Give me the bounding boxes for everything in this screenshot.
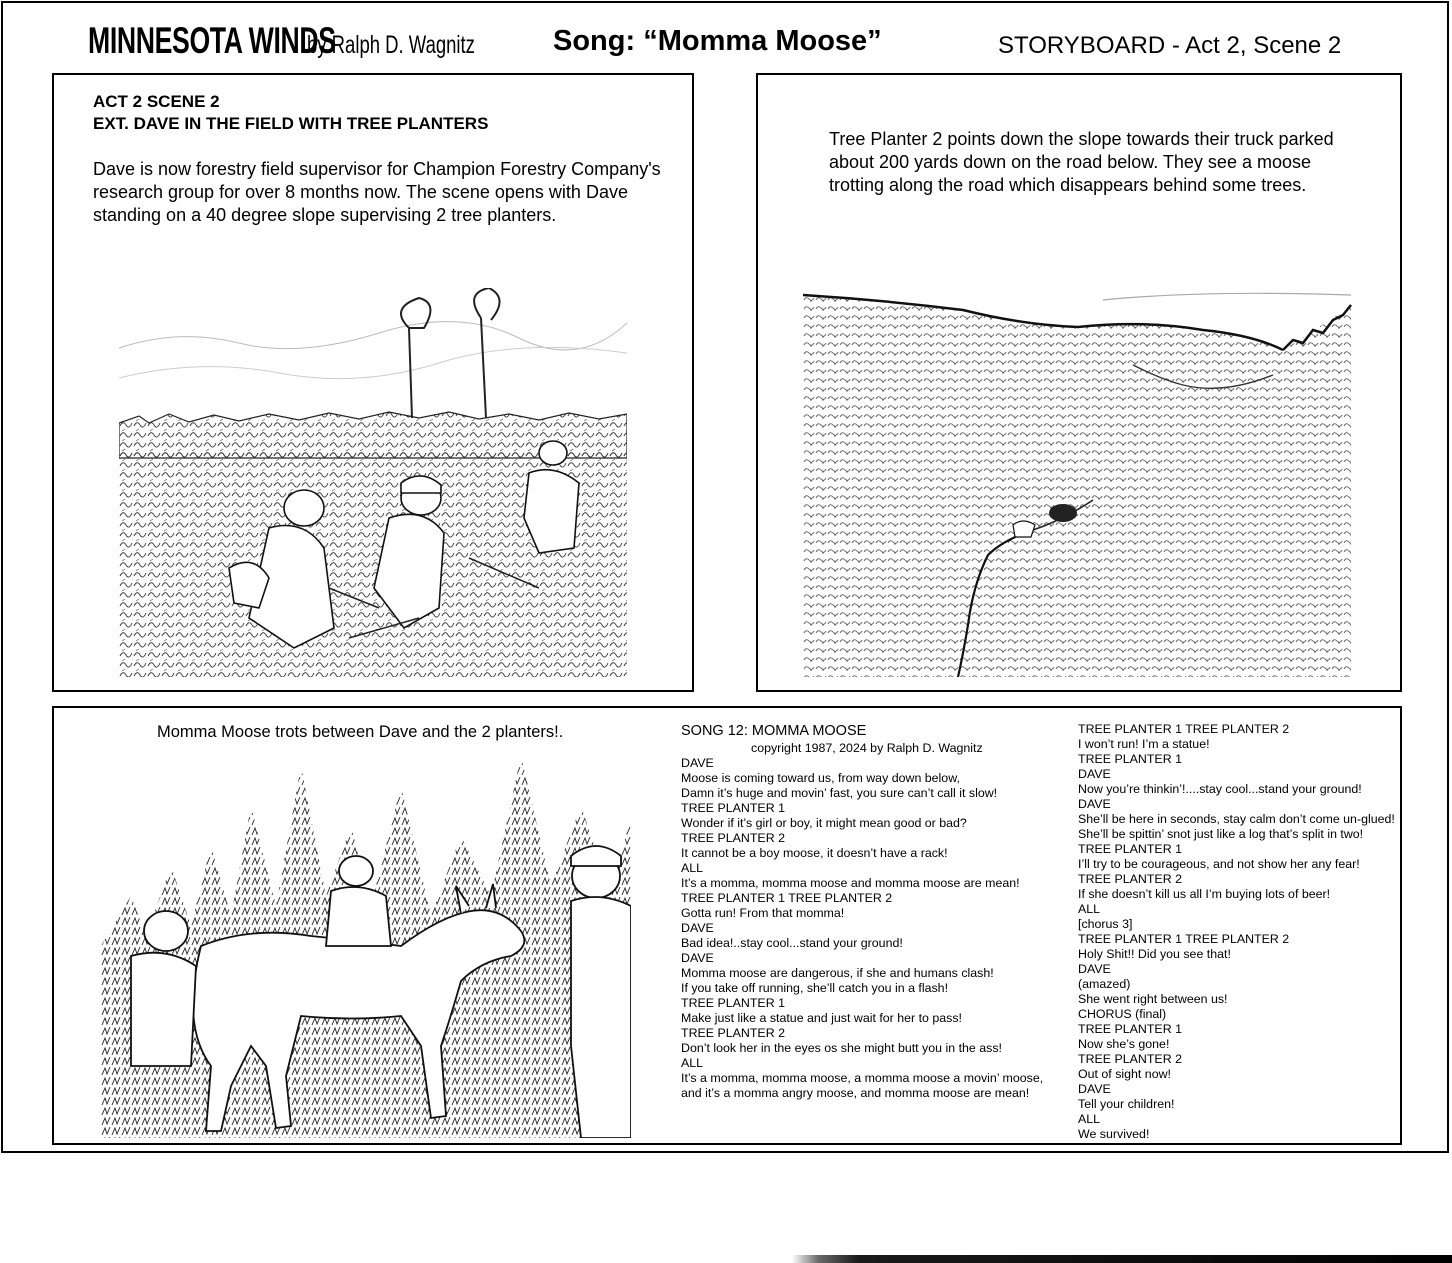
lyric-line: DAVE [1078,1082,1111,1096]
valley-road-sketch [803,285,1353,677]
scene-description-line: Dave is now forestry field supervisor for Champion Forestry Company's [93,159,661,179]
storyboard-panel-2 [756,73,1402,692]
lyric-line: It’s a momma, momma moose, a momma moose a movin’ moose, [681,1071,1044,1085]
lyric-line: Moose is coming toward us, from way down below, [681,771,960,785]
song-copyright: copyright 1987, 2024 by Ralph D. Wagnitz [751,741,983,755]
lyric-line: TREE PLANTER 1 [681,801,785,815]
lyric-line: Make just like a statue and just wait for her to pass! [681,1011,962,1025]
lyric-line: If she doesn’t kill us all I’m buying lots of beer! [1078,887,1331,901]
lyric-line: If you take off running, she’ll catch you in a flash! [681,981,949,995]
scene-description-line: about 200 yards down on the road below. They see a moose [829,152,1311,172]
scene-description-line: Tree Planter 2 points down the slope towards their truck parked [829,129,1334,149]
lyrics-column-1 [681,756,1043,1101]
lyric-line: DAVE [1078,962,1111,976]
storyboard-label: STORYBOARD - Act 2, Scene 2 [998,32,1342,59]
lyric-line: Gotta run! From that momma! [681,906,845,920]
lyric-line: Now she’s gone! [1078,1037,1170,1051]
lyric-line: I won’t run! I’m a statue! [1078,737,1210,751]
scene-heading: ACT 2 SCENE 2 [93,92,220,111]
scene-description-line: trotting along the road which disappears behind some trees. [829,175,1307,195]
lyric-line: She’ll be spittin’ snot just like a log that’s split in two! [1078,827,1364,841]
lyric-line: We survived! [1078,1127,1150,1141]
lyric-line: CHORUS (final) [1078,1007,1167,1021]
lyric-line: TREE PLANTER 2 [1078,872,1182,886]
document-title: MINNESOTA WINDS [88,20,336,61]
tree-planters-sketch [119,288,627,677]
lyric-line: (amazed) [1078,977,1131,991]
lyric-line: It’s a momma, momma moose and momma moose are mean! [681,876,1020,890]
lyric-line: ALL [681,861,704,875]
lyric-line: TREE PLANTER 1 TREE PLANTER 2 [1078,722,1290,736]
lyric-line: TREE PLANTER 1 TREE PLANTER 2 [1078,932,1290,946]
lyric-line: TREE PLANTER 2 [681,831,785,845]
lyric-line: TREE PLANTER 2 [1078,1052,1182,1066]
lyric-line: Momma moose are dangerous, if she and humans clash! [681,966,994,980]
lyric-line: Wonder if it’s girl or boy, it might mean good or bad? [681,816,967,830]
lyric-line: DAVE [1078,797,1111,811]
song-heading: SONG 12: MOMMA MOOSE [681,723,867,739]
storyboard-panel-1 [52,73,694,692]
lyric-line: She’ll be here in seconds, stay calm don’t come un-glued! [1078,812,1395,826]
lyric-line: TREE PLANTER 2 [681,1026,785,1040]
scene-description-line: research group for over 8 months now. The scene opens with Dave [93,182,628,202]
lyric-line: ALL [1078,1112,1101,1126]
lyric-line: TREE PLANTER 1 [1078,842,1182,856]
lyric-line: She went right between us! [1078,992,1228,1006]
lyrics-column-2 [1078,722,1395,1142]
lyric-line: and it’s a momma angry moose, and momma moose are mean! [681,1086,1030,1100]
lyric-line: TREE PLANTER 1 TREE PLANTER 2 [681,891,893,905]
lyric-line: Bad idea!..stay cool...stand your ground! [681,936,903,950]
scene-description-line: standing on a 40 degree slope supervising 2 tree planters. [93,205,557,225]
lyric-line: ALL [1078,902,1101,916]
lyric-line: Don’t look her in the eyes os she might butt you in the ass! [681,1041,1002,1055]
lyric-line: Holy Shit!! Did you see that! [1078,947,1231,961]
lyric-line: I’ll try to be courageous, and not show her any fear! [1078,857,1360,871]
lyric-line: DAVE [681,756,714,770]
panel-caption: Momma Moose trots between Dave and the 2 planters!. [157,723,564,741]
lyric-line: Damn it’s huge and movin’ fast, you sure can’t call it slow! [681,786,998,800]
lyric-line: It cannot be a boy moose, it doesn’t have a rack! [681,846,948,860]
lyric-line: Out of sight now! [1078,1067,1171,1081]
storyboard-panel-3 [52,706,1402,1145]
lyric-line: TREE PLANTER 1 [1078,752,1182,766]
lyric-line: DAVE [681,951,714,965]
lyric-line: TREE PLANTER 1 [681,996,785,1010]
document-byline: by Ralph D. Wagnitz [307,31,475,59]
lyric-line: Tell your children! [1078,1097,1175,1111]
lyric-line: ALL [681,1056,704,1070]
lyric-line: TREE PLANTER 1 [1078,1022,1182,1036]
moose-sketch [101,746,631,1138]
scene-subheading: EXT. DAVE IN THE FIELD WITH TREE PLANTERS [93,114,489,133]
lyric-line: Now you’re thinkin’!....stay cool...stand your ground! [1078,782,1362,796]
lyric-line: DAVE [1078,767,1111,781]
bottom-edge-bar [792,1255,1452,1263]
lyric-line: DAVE [681,921,714,935]
song-title: Song: “Momma Moose” [553,25,882,57]
lyric-line: [chorus 3] [1078,917,1133,931]
